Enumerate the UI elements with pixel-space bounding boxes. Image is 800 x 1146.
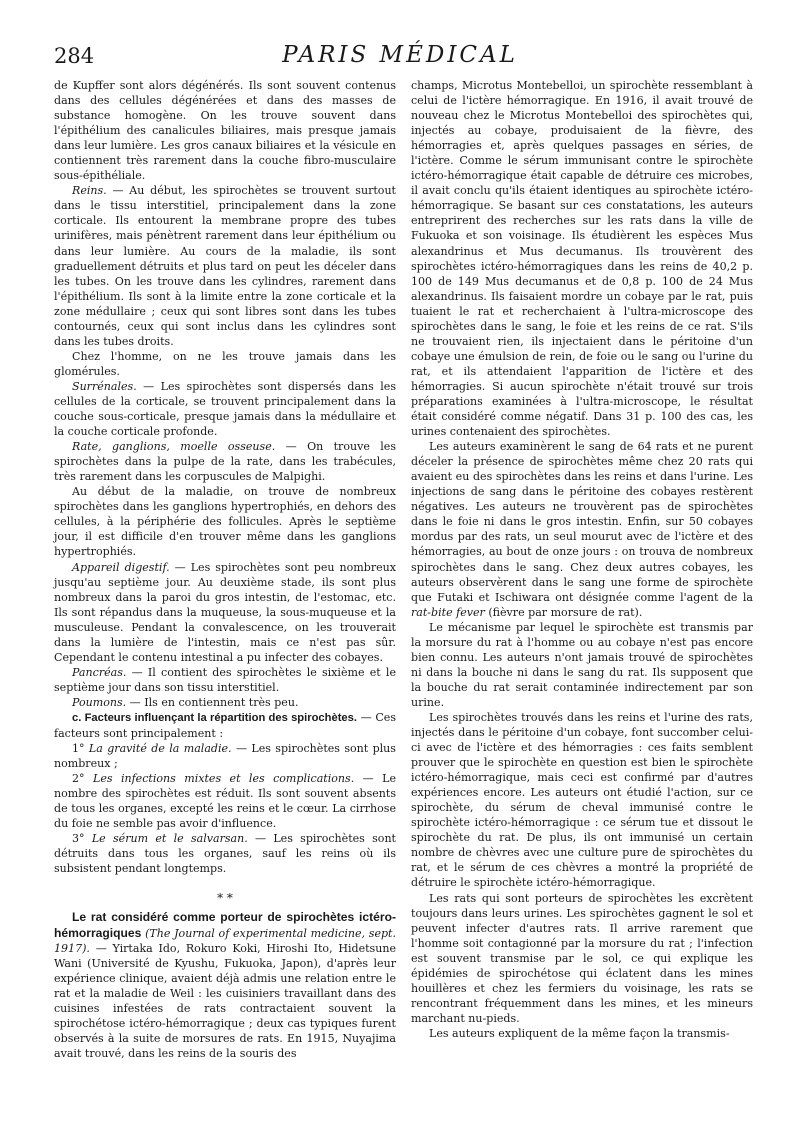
section-label: Appareil digestif. bbox=[72, 560, 170, 574]
paragraph bbox=[411, 439, 753, 620]
paragraph-text: — Il contient des spirochètes le sixième et le septième jour dans son tissu interstitiel. bbox=[54, 665, 396, 694]
list-number: 2° bbox=[72, 772, 93, 786]
journal-title: PARIS MÉDICAL bbox=[282, 42, 518, 68]
section-label: Surrénales. bbox=[72, 379, 137, 393]
paragraph: champs, Microtus Montebelloi, un spirochète ressemblant à celui de l'ictère hémorragique. En 1916, il avait trouvé de nouveau chez le Microtus Montebelloi des spirochètes qui, injectés au cobaye, produisaient de la fièvre, des hémorragies et, après quelques passages en séries, de l'ictère. Comme le sérum immunisant contre le spirochète ictéro-hémorragique était capable de détruire ces microbes, il avait conclu qu'ils étaient identiques au spirochète ictéro-hémorragique. Se basant sur ces constatations, les auteurs entreprirent des recherches sur les rats dans la ville de Fukuoka et son voisinage. Ils étudièrent les espèces Mus alexandrinus et Mus decumanus. Ils trouvèrent des spirochètes ictéro-hémorragiques dans les reins de 40,2 p. 100 de 149 Mus decumanus et de 0,8 p. 100 de 24 Mus alexandrinus. Ils faisaient mordre un cobaye par le rat, puis tuaient le rat et recherchaient à l'ultra-microscope des spirochètes dans le sang, le foie et les reins de ce rat. S'ils ne trouvaient rien, ils injectaient dans le péritoine d'un cobaye une émulsion de rein, de foie ou le sang ou l'urine du rat, et ils attendaient l'apparition de l'ictère et des hémorragies. Si aucun spirochète n'était trouvé sur trois préparations examinées à l'ultra-microscope, le résultat était considéré comme négatif. Dans 31 p. 100 des cas, les urines contenaient des spirochètes. bbox=[411, 79, 753, 439]
paragraph: Chez l'homme, on ne les trouve jamais dans les glomérules. bbox=[54, 349, 396, 378]
paragraph-pancreas bbox=[54, 665, 396, 695]
right-column bbox=[411, 78, 753, 1041]
section-separator: * * bbox=[217, 891, 233, 906]
page-number: 284 bbox=[54, 44, 95, 68]
list-label: La gravité de la maladie. bbox=[88, 742, 232, 756]
section-label: Pancréas. bbox=[72, 665, 127, 679]
paragraph: Les spirochètes trouvés dans les reins et l'urine des rats, injectés dans le péritoine d'un cobaye, font succomber celui-ci avec de l'ictère et des hémorragies : ces faits semblent prouver que le spirochète en question est bien le spirochète ictéro-hémorragique, mais ceci est confirmé par d'autres expériences encore. Les auteurs ont étudié l'action, sur ce spirochète, du sérum de cheval immunisé contre le spirochète ictéro-hémorragique : ce sérum tue et dissout le spirochète du rat. De plus, ils ont immunisé un certain nombre de chèvres avec une culture pure de spirochètes du rat, et le sérum de ces chèvres a montré la propriété de détruire le spirochète ictéro-hémorragique. bbox=[411, 710, 753, 890]
subsection-heading: c. Facteurs influençant la répartition des spirochètes. bbox=[72, 711, 357, 724]
paragraph-text: Les auteurs examinèrent le sang de 64 rats et ne purent déceler la présence de spirochètes même chez 20 rats qui avaient eu des spirochètes dans les reins et dans l'urine. Les injections de sang dans le péritoine des cobayes restèrent négatives. Les auteurs ne trouvèrent pas de spirochètes dans le foie ni dans le gros intestin. Enfin, sur 50 cobayes mordus par des rats, un seul mourut avec de l'ictère et des hémorragies, au bout de onze jours : on trouva de nombreux spirochètes dans le sang. Chez deux autres cobayes, les auteurs observèrent dans le sang une forme de spirochète que Futaki et Ischiwara ont désignée comme l'agent de la bbox=[411, 440, 753, 604]
list-text: — Les spirochètes sont plus nombreux ; bbox=[54, 742, 396, 771]
paragraph-appareil bbox=[54, 560, 396, 665]
paragraph: Les auteurs expliquent de la même façon la transmis- bbox=[429, 1026, 730, 1040]
paragraph-facteurs bbox=[54, 710, 396, 741]
list-number: 1° bbox=[72, 742, 89, 756]
list-text: — Les spirochètes sont détruits dans tous les organes, sauf les reins où ils subsistent pendant longtemps. bbox=[54, 832, 396, 876]
paragraph: Les rats qui sont porteurs de spirochètes les excrètent toujours dans leurs urines. Les spirochètes gagnent le sol et peuvent infecter d'autres rats. Il arrive rarement que l'homme soit contagionné par la morsure du rat ; l'infection est souvent transmise par le sol, ce qui explique les épidémies de spirochétose qui éclatent dans les mines houillères et chez les fermiers du voisinage, les rats se rencontrant fréquemment dans les mines, et les mineurs marchant nu-pieds. bbox=[411, 891, 753, 1025]
paragraph-rate bbox=[54, 439, 396, 484]
paragraph: de Kupffer sont alors dégénérés. Ils sont souvent contenus dans des cellules dégénérées et dans des masses de substance homogène. On les trouve souvent dans l'épithélium des canalicules biliaires, mais presque jamais dans leur lumière. Les gros canaux biliaires et la vésicule en contiennent très rarement dans la couche fibro-musculaire sous-épithéliale. bbox=[54, 79, 396, 183]
paragraph-text: — Au début, les spirochètes se trouvent surtout dans le tissu interstitiel, principalement dans la zone corticale. Ils entourent la membrane propre des tubes urinifères, mais pénètrent rarement dans leur épithélium ou dans leur lumière. Au cours de la maladie, ils sont graduellement détruits et plus tard on peut les déceler dans les tubes. On les trouve dans les cylindres, rarement dans l'épithélium. Ils sont à la limite entre la zone corticale et la zone médullaire ; ceux qui sont libres sont dans les tubes contournés, ceux qui sont inclus dans les cylindres sont dans les tubes droits. bbox=[54, 184, 396, 348]
paragraph-text: — Les spirochètes sont dispersés dans les cellules de la corticale, se trouvent principalement dans la couche sous-corticale, presque jamais dans la médullaire et la couche corticale profonde. bbox=[54, 379, 396, 439]
article-reference: (The Journal of experimental medicine, sept. 1917). bbox=[54, 926, 396, 955]
paragraph-surrenales bbox=[54, 379, 396, 439]
italic-term: rat-bite fever bbox=[411, 605, 485, 619]
list-number: 3° bbox=[72, 832, 92, 846]
article-title: Le rat considéré comme porteur de spirochètes ictéro-hémorragiques bbox=[54, 910, 396, 940]
page-header bbox=[54, 40, 746, 80]
list-item bbox=[54, 771, 396, 831]
section-label: Reins. bbox=[72, 184, 107, 198]
paragraph-text: — Ces facteurs sont principalement : bbox=[54, 710, 396, 741]
paragraph-poumons bbox=[54, 695, 396, 710]
article-paragraph bbox=[54, 910, 396, 1060]
paragraph-text: — Les spirochètes sont peu nombreux jusqu'au septième jour. Au deuxième stade, ils sont plus nombreux dans la paroi du gros intestin, de l'estomac, etc. Ils sont répandus dans la muqueuse, la sous-muqueuse et la musculeuse. Pendant la convalescence, on les trouverait dans la lumière de l'intestin, mais ce n'est pas sûr. Cependant le contenu intestinal a pu infecter des cobayes. bbox=[54, 560, 396, 664]
paragraph-reins bbox=[54, 183, 396, 349]
list-item bbox=[54, 831, 396, 876]
paragraph: Le mécanisme par lequel le spirochète est transmis par la morsure du rat à l'homme ou au cobaye n'est pas encore bien connu. Les auteurs n'ont jamais trouvé de spirochètes ni dans la bouche ni dans le sang du rat. Ils supposent que la bouche du rat serait contaminée indirectement par son urine. bbox=[411, 620, 753, 709]
section-label: Poumons. bbox=[72, 695, 127, 709]
paragraph-text: (fièvre par morsure de rat). bbox=[484, 605, 643, 619]
list-text: — Le nombre des spirochètes est réduit. Ils sont souvent absents de tous les organes, excepté les reins et le cœur. La cirrhose du foie ne semble pas avoir d'influence. bbox=[54, 772, 396, 831]
list-label: Le sérum et le salvarsan. bbox=[91, 832, 248, 846]
paragraph: Au début de la maladie, on trouve de nombreux spirochètes dans les ganglions hypertrophiés, en dehors des cellules, à la périphérie des follicules. Après le septième jour, il est difficile d'en trouver même dans les ganglions hypertrophiés. bbox=[54, 485, 396, 559]
list-label: Les infections mixtes et les complications. bbox=[92, 772, 355, 786]
paragraph-text: — Yirtaka Ido, Rokuro Koki, Hiroshi Ito, Hidetsune Wani (Université de Kyushu, Fukuoka, Japon), d'après leur expérience clinique, avaient déjà admis une relation entre le rat et la maladie de Weil : les cuisiniers travaillant dans des cuisines infestées de rats contractaient souvent la spirochétose ictéro-hémorragique ; deux cas typiques furent observés à la suite de morsures de rats. En 1915, Nuyajima avait trouvé, dans les reins de la souris des bbox=[54, 941, 396, 1060]
paragraph-text: — Ils en contiennent très peu. bbox=[126, 695, 299, 709]
section-label: Rate, ganglions, moelle osseuse. bbox=[72, 440, 276, 454]
paragraph-text: — On trouve les spirochètes dans la pulpe de la rate, dans les trabécules, très rarement dans les corpuscules de Malpighi. bbox=[54, 440, 396, 484]
left-column bbox=[54, 78, 396, 1061]
list-item bbox=[54, 741, 396, 771]
